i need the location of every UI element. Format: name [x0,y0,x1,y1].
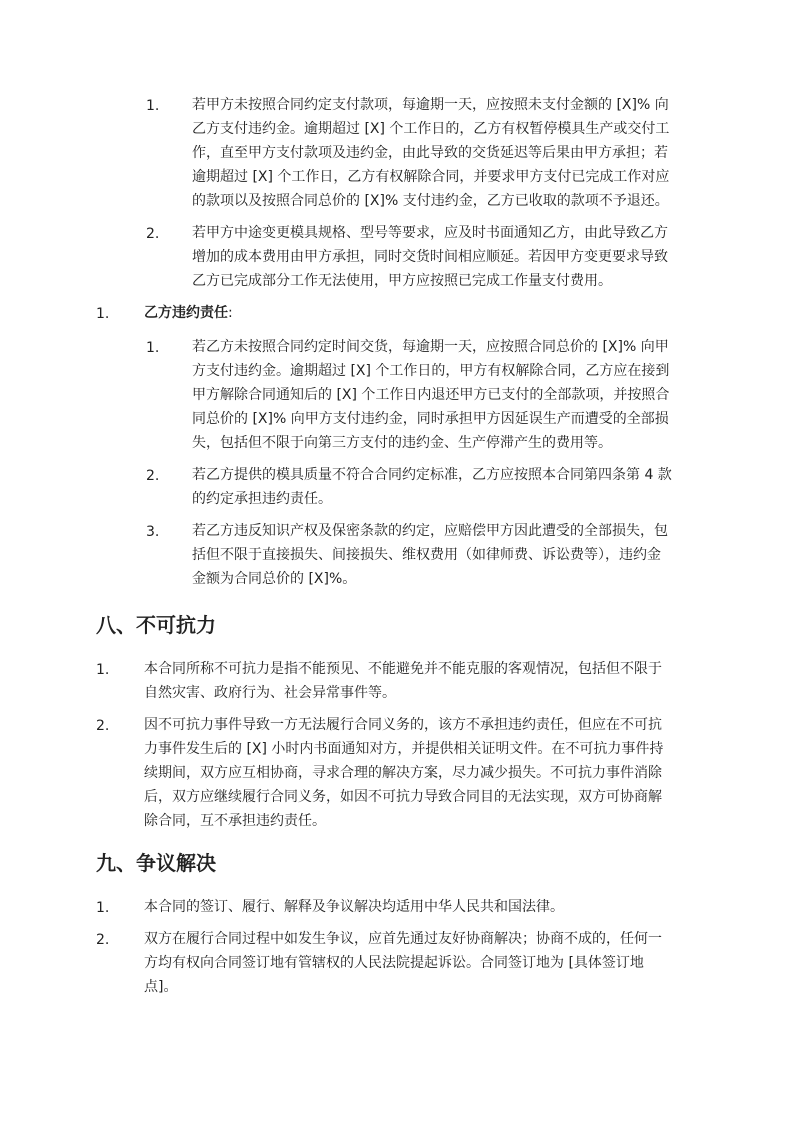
paragraph-line: 的约定承担违约责任。 [192,491,332,507]
paragraph-line: 本合同的签订、履行、解释及争议解决均适用中华人民共和国法律。 [144,899,564,915]
paragraph-line: 方支付违约金。逾期超过 [X] 个工作日的，甲方有权解除合同，乙方应在接到 [192,363,670,379]
paragraph-line: 方均有权向合同签订地有管辖权的人民法院提起诉讼。合同签订地为 [具体签订地 [144,955,644,971]
list-number: 1. [146,98,160,114]
paragraph-line: 同总价的 [X]% 向甲方支付违约金，同时承担甲方因延误生产而遭受的全部损 [192,411,669,427]
paragraph-line: 乙方已完成部分工作无法使用，甲方应按照已完成工作量支付费用。 [192,273,612,289]
list-number: 1. [96,900,110,916]
paragraph-line: 若乙方提供的模具质量不符合合同约定标准，乙方应按照本合同第四条第 4 款 [192,467,672,483]
list-number: 1. [96,306,110,322]
paragraph-line: 金额为合同总价的 [X]%。 [192,571,357,587]
list-number: 2. [96,932,110,948]
paragraph-line: 乙方支付违约金。逾期超过 [X] 个工作日的，乙方有权暂停模具生产或交付工 [192,121,670,137]
paragraph-line: 若乙方未按照合同约定时间交货，每逾期一天，应按照合同总价的 [X]% 向甲 [192,339,669,355]
paragraph-line: 力事件发生后的 [X] 小时内书面通知对方，并提供相关证明文件。在不可抗力事件持 [144,741,664,757]
paragraph-line: 续期间，双方应互相协商，寻求合理的解决方案，尽力减少损失。不可抗力事件消除 [144,765,662,781]
paragraph-line: 失，包括但不限于向第三方支付的违约金、生产停滞产生的费用等。 [192,435,612,451]
paragraph-line: 括但不限于直接损失、间接损失、维权费用（如律师费、诉讼费等），违约金 [192,547,661,563]
paragraph-line: 因不可抗力事件导致一方无法履行合同义务的，该方不承担违约责任，但应在不可抗 [144,717,662,733]
list-number: 1. [96,662,110,678]
list-number: 2. [96,718,110,734]
paragraph-line: 若甲方中途变更模具规格、型号等要求，应及时书面通知乙方，由此导致乙方 [192,225,668,241]
list-number: 3. [146,524,160,540]
section-heading-force-majeure: 八、不可抗力 [96,613,216,637]
party-b-title: 乙方违约责任: [144,305,233,321]
paragraph-line: 增加的成本费用由甲方承担，同时交货时间相应顺延。若因甲方变更要求导致 [192,249,668,265]
list-number: 1. [146,340,160,356]
section-heading-dispute-resolution: 九、争议解决 [96,851,216,875]
paragraph-line: 若甲方未按照合同约定支付款项，每逾期一天，应按照未支付金额的 [X]% 向 [192,97,669,113]
paragraph-line: 点]。 [144,979,178,995]
paragraph-line: 双方在履行合同过程中如发生争议，应首先通过友好协商解决；协商不成的，任何一 [144,931,662,947]
list-number: 2. [146,226,160,242]
paragraph-line: 除合同，互不承担违约责任。 [144,813,326,829]
paragraph-line: 的款项以及按照合同总价的 [X]% 支付违约金，乙方已收取的款项不予退还。 [192,193,669,209]
paragraph-line: 本合同所称不可抗力是指不能预见、不能避免并不能克服的客观情况，包括但不限于 [144,661,662,677]
paragraph-line: 逾期超过 [X] 个工作日，乙方有权解除合同，并要求甲方支付已完成工作对应 [192,169,670,185]
paragraph-line: 作，直至甲方支付款项及违约金，由此导致的交货延迟等后果由甲方承担；若 [192,145,668,161]
paragraph-line: 自然灾害、政府行为、社会异常事件等。 [144,685,396,701]
paragraph-line: 甲方解除合同通知后的 [X] 个工作日内退还甲方已支付的全部款项，并按照合 [192,387,670,403]
paragraph-line: 若乙方违反知识产权及保密条款的约定，应赔偿甲方因此遭受的全部损失，包 [192,523,668,539]
list-number: 2. [146,468,160,484]
paragraph-line: 后，双方应继续履行合同义务，如因不可抗力导致合同目的无法实现，双方可协商解 [144,789,662,805]
